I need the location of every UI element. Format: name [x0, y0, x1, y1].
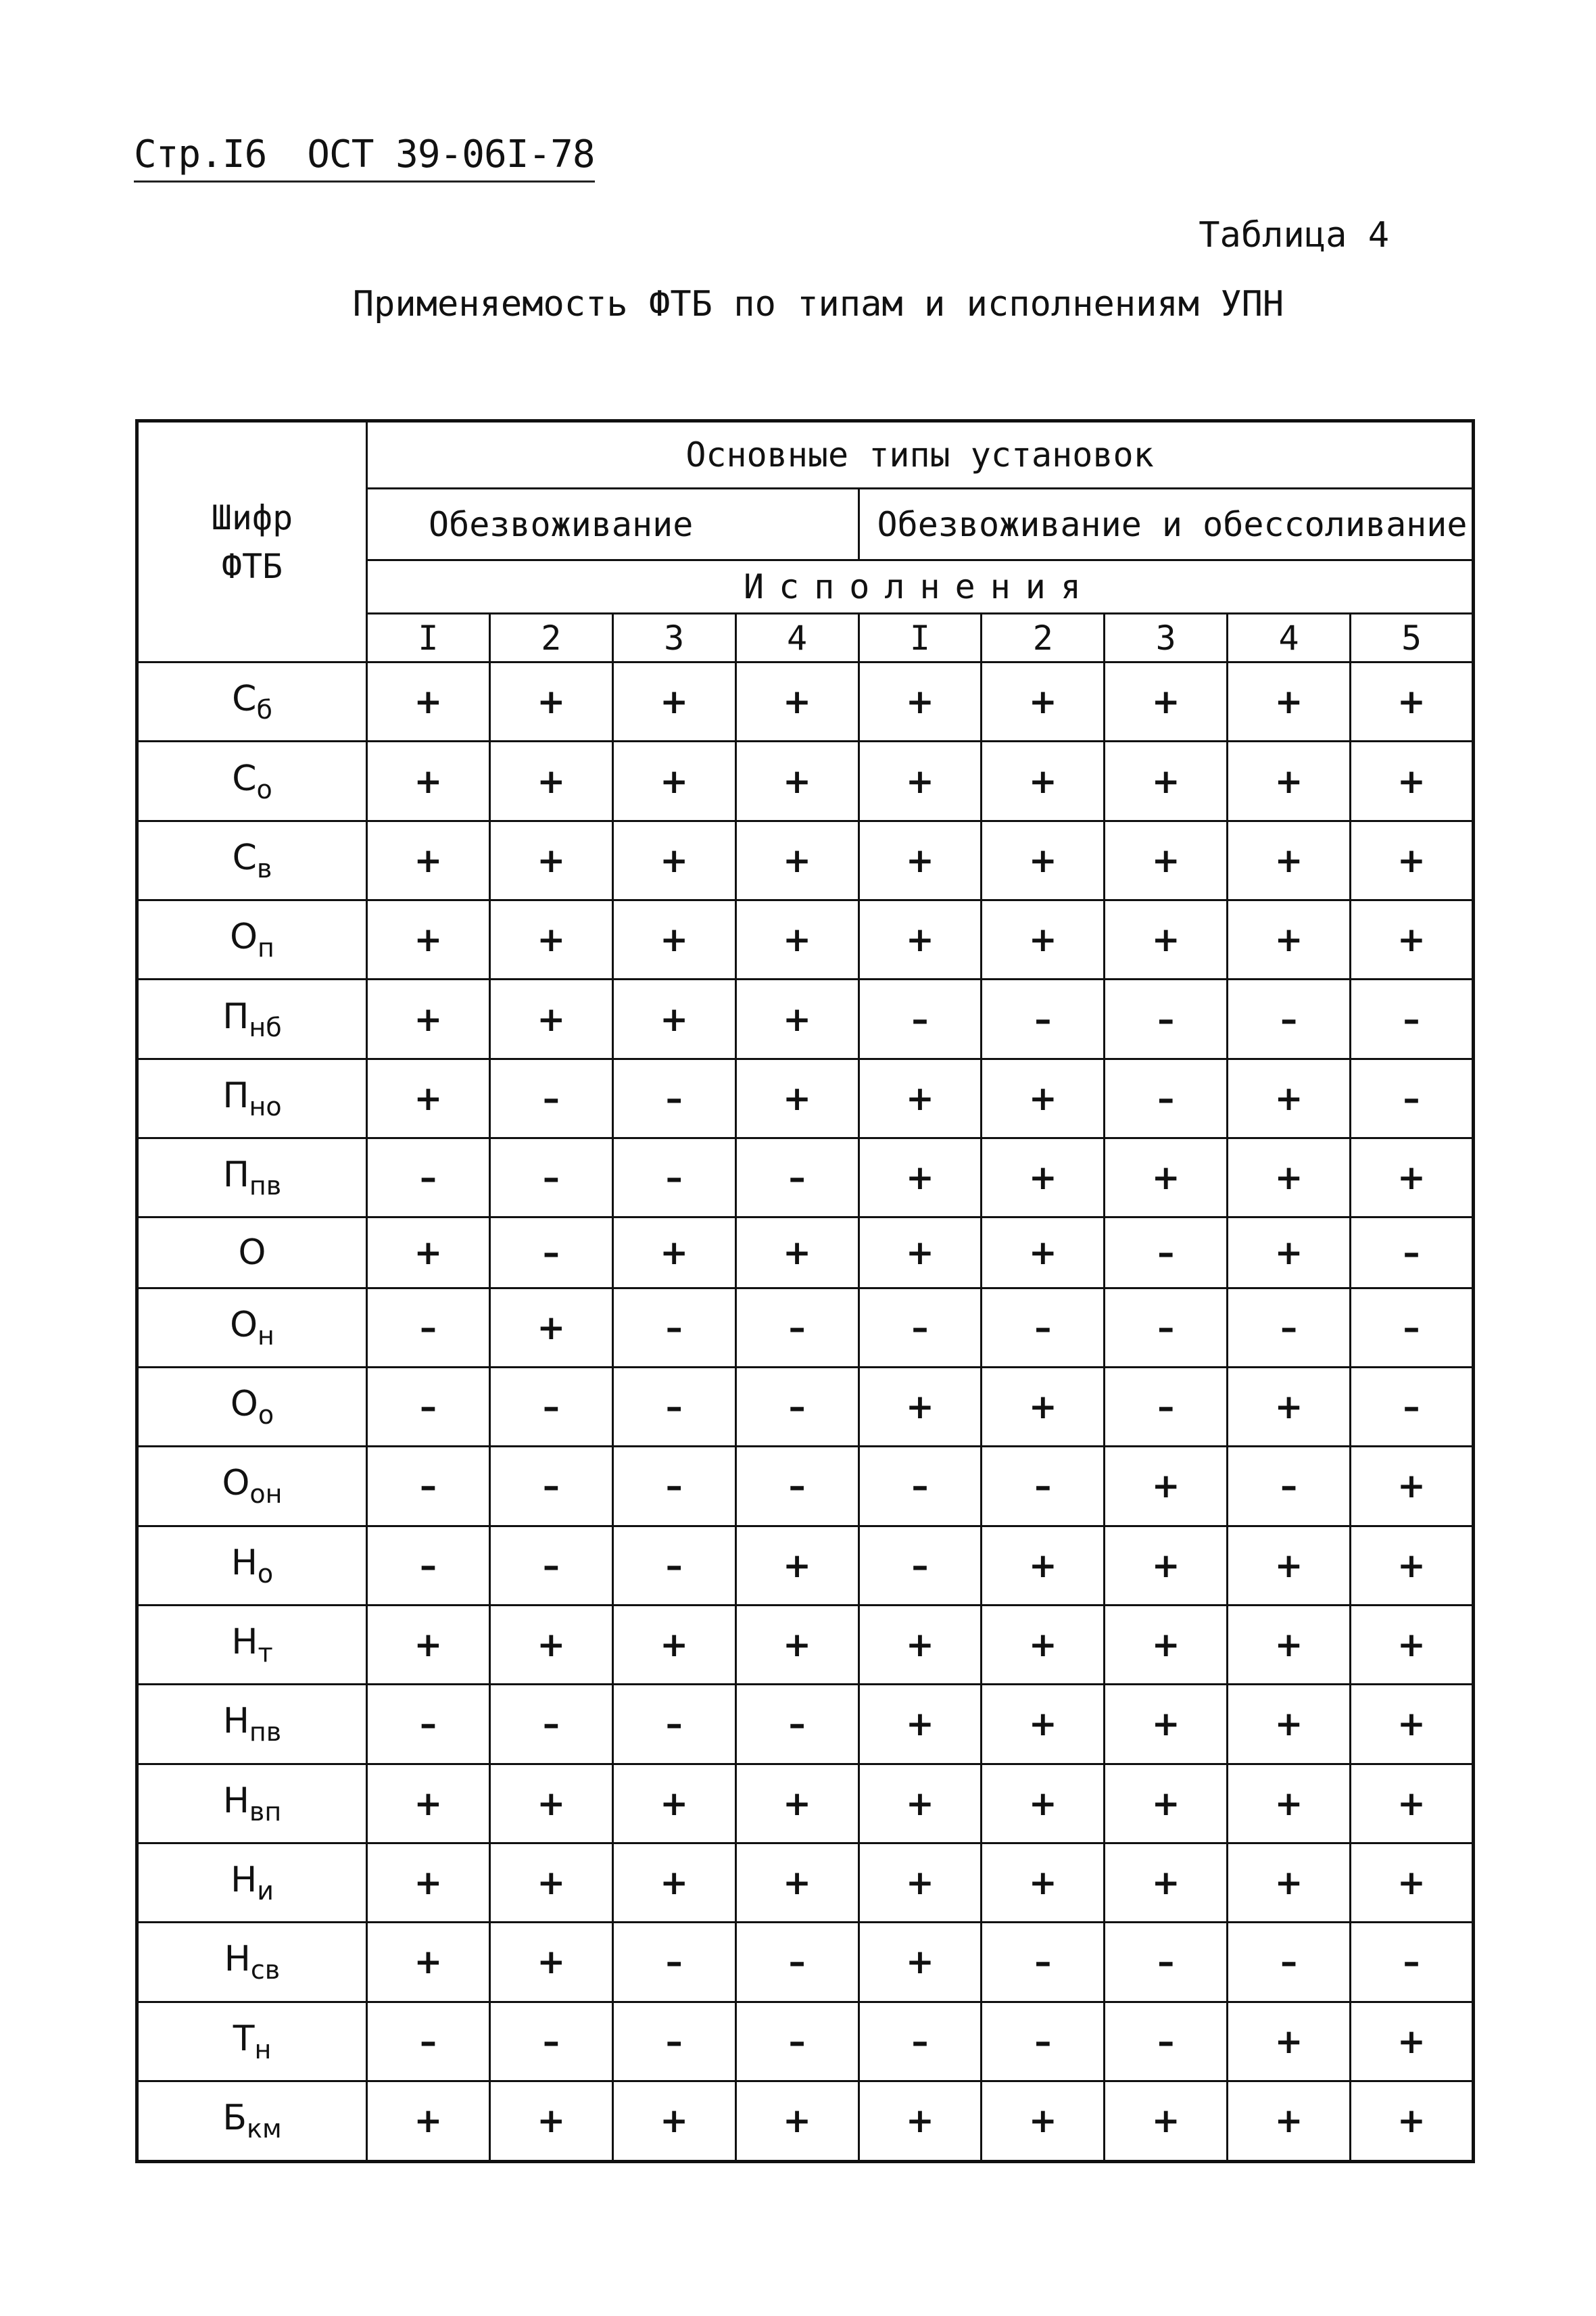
applicability-cell: + [1228, 2002, 1351, 2081]
applicability-cell: + [859, 1059, 982, 1138]
applicability-cell: – [612, 2002, 735, 2081]
cipher-base: Н [222, 1780, 249, 1821]
applicability-cell: + [367, 1059, 490, 1138]
applicability-cell: – [1351, 980, 1474, 1059]
applicability-cell: + [612, 2081, 735, 2161]
applicability-cell: + [982, 821, 1105, 900]
applicability-cell: – [612, 1923, 735, 2002]
applicability-cell: + [1228, 742, 1351, 821]
applicability-cell: + [982, 1605, 1105, 1684]
applicability-cell: – [982, 1288, 1105, 1367]
cipher-subscript: но [249, 1091, 282, 1121]
applicability-cell: – [1228, 1288, 1351, 1367]
applicability-cell: – [859, 980, 982, 1059]
cipher-cell [137, 1526, 367, 1605]
cipher-base: О [238, 1232, 266, 1273]
applicability-cell: + [859, 1605, 982, 1684]
applicability-cell: + [982, 2081, 1105, 2161]
cipher-cell [137, 1605, 367, 1684]
table-row [137, 1843, 1474, 1922]
table-body [137, 662, 1474, 2162]
applicability-cell: – [612, 1367, 735, 1446]
applicability-cell: + [1228, 1764, 1351, 1843]
cipher-base: Н [222, 1701, 249, 1742]
applicability-cell: + [367, 980, 490, 1059]
applicability-cell: + [982, 1138, 1105, 1217]
applicability-cell: + [982, 1764, 1105, 1843]
applicability-cell: – [735, 2002, 859, 2081]
applicability-cell: + [1351, 821, 1474, 900]
applicability-cell: + [1228, 1526, 1351, 1605]
applicability-cell: + [1228, 1685, 1351, 1764]
applicability-cell: + [612, 662, 735, 742]
applicability-cell: + [982, 900, 1105, 980]
applicability-cell: + [1351, 1526, 1474, 1605]
table-label: Таблица 4 [1199, 215, 1389, 256]
applicability-cell: + [735, 1764, 859, 1843]
cipher-subscript: н [258, 1320, 274, 1351]
applicability-cell: + [735, 1059, 859, 1138]
applicability-cell: – [367, 1526, 490, 1605]
applicability-cell: – [1228, 980, 1351, 1059]
cipher-cell [137, 1685, 367, 1764]
applicability-cell: + [1351, 1685, 1474, 1764]
applicability-cell: + [367, 1217, 490, 1288]
table-row [137, 2002, 1474, 2081]
applicability-cell: – [612, 1059, 735, 1138]
cipher-cell [137, 662, 367, 742]
applicability-cell: + [367, 742, 490, 821]
applicability-cell: – [1351, 1059, 1474, 1138]
applicability-cell: + [982, 1059, 1105, 1138]
applicability-cell: + [1105, 821, 1228, 900]
applicability-cell: + [859, 1843, 982, 1922]
cipher-subscript: б [256, 695, 272, 725]
cipher-subscript: о [256, 774, 272, 804]
applicability-cell: + [612, 900, 735, 980]
applicability-cell: + [1228, 1843, 1351, 1922]
cipher-base: Н [231, 1622, 258, 1663]
cipher-base: Н [224, 1939, 251, 1980]
applicability-cell: + [612, 1605, 735, 1684]
applicability-cell: – [489, 1526, 612, 1605]
applicability-cell: – [859, 1288, 982, 1367]
cipher-subscript: п [258, 933, 274, 963]
applicability-cell: – [367, 2002, 490, 2081]
applicability-cell: + [1105, 662, 1228, 742]
applicability-cell: + [1228, 1217, 1351, 1288]
applicability-cell: + [489, 1923, 612, 2002]
applicability-cell: – [1105, 1923, 1228, 2002]
applicability-cell: + [1351, 2002, 1474, 2081]
applicability-cell: + [982, 742, 1105, 821]
applicability-cell: – [612, 1447, 735, 1526]
cipher-subscript: о [258, 1400, 274, 1430]
execution-number: 4 [1228, 614, 1351, 662]
applicability-cell: + [489, 821, 612, 900]
table-row [137, 1447, 1474, 1526]
applicability-cell: + [735, 821, 859, 900]
applicability-cell: – [1105, 1367, 1228, 1446]
cipher-base: Н [231, 1542, 258, 1583]
table-row [137, 980, 1474, 1059]
cipher-subscript: т [258, 1638, 273, 1668]
cipher-cell [137, 1447, 367, 1526]
applicability-cell: – [1228, 1923, 1351, 2002]
applicability-cell: + [735, 2081, 859, 2161]
applicability-cell: + [735, 1843, 859, 1922]
cipher-cell [137, 1764, 367, 1843]
cipher-cell [137, 1923, 367, 2002]
table-row [137, 1217, 1474, 1288]
applicability-cell: – [1105, 1217, 1228, 1288]
table-caption: Применяемость ФТБ по типам и исполнениям УПН [352, 284, 1284, 324]
applicability-cell: – [859, 1447, 982, 1526]
applicability-cell: + [1228, 900, 1351, 980]
applicability-cell: + [982, 1526, 1105, 1605]
cipher-cell [137, 1288, 367, 1367]
cipher-subscript: св [250, 1955, 281, 1985]
execution-number: 3 [612, 614, 735, 662]
applicability-cell: + [489, 980, 612, 1059]
applicability-cell: + [1105, 2081, 1228, 2161]
applicability-cell: + [859, 1217, 982, 1288]
applicability-cell: + [735, 1217, 859, 1288]
applicability-cell: + [612, 1764, 735, 1843]
applicability-cell: + [367, 1923, 490, 2002]
applicability-cell: + [1228, 1059, 1351, 1138]
applicability-cell: – [489, 1217, 612, 1288]
applicability-cell: + [735, 1605, 859, 1684]
applicability-cell: + [489, 662, 612, 742]
applicability-cell: – [612, 1685, 735, 1764]
execution-number: 2 [982, 614, 1105, 662]
execution-number: 3 [1105, 614, 1228, 662]
cipher-cell [137, 1367, 367, 1446]
applicability-cell: + [1105, 1843, 1228, 1922]
cipher-subscript: нб [249, 1012, 282, 1042]
cipher-cell [137, 1843, 367, 1922]
applicability-cell: – [735, 1367, 859, 1446]
cipher-base: П [222, 1155, 249, 1196]
applicability-cell: + [735, 742, 859, 821]
cipher-cell [137, 2002, 367, 2081]
execution-number: 4 [735, 614, 859, 662]
cipher-subscript: он [249, 1479, 283, 1510]
applicability-cell: – [489, 1367, 612, 1446]
applicability-cell: – [489, 1685, 612, 1764]
cipher-subscript: в [256, 853, 272, 884]
cipher-cell [137, 980, 367, 1059]
applicability-cell: – [612, 1138, 735, 1217]
cipher-subscript: о [257, 1558, 274, 1589]
applicability-cell: + [489, 1764, 612, 1843]
applicability-cell: + [367, 821, 490, 900]
table-row [137, 1764, 1474, 1843]
applicability-cell: + [1228, 821, 1351, 900]
applicability-cell: – [367, 1685, 490, 1764]
table-row [137, 1685, 1474, 1764]
applicability-cell: – [489, 2002, 612, 2081]
applicability-cell: + [859, 900, 982, 980]
applicability-cell: – [1351, 1217, 1474, 1288]
applicability-cell: + [982, 1367, 1105, 1446]
applicability-cell: – [1105, 2002, 1228, 2081]
cipher-base: О [230, 1384, 258, 1425]
cipher-base: О [222, 1463, 250, 1504]
applicability-cell: + [1351, 1764, 1474, 1843]
applicability-cell: – [1228, 1447, 1351, 1526]
table-row [137, 1138, 1474, 1217]
execution-number: I [859, 614, 982, 662]
applicability-cell: – [367, 1138, 490, 1217]
table-row [137, 821, 1474, 900]
applicability-cell: + [367, 662, 490, 742]
execution-number: 5 [1351, 614, 1474, 662]
applicability-cell: + [1351, 1138, 1474, 1217]
applicability-cell: – [982, 980, 1105, 1059]
cipher-subscript: пв [249, 1717, 282, 1747]
page-number: Стр.I6 [134, 132, 267, 176]
applicability-cell: – [982, 1447, 1105, 1526]
table-row [137, 2081, 1474, 2161]
cipher-base: С [232, 837, 257, 878]
applicability-cell: + [367, 900, 490, 980]
applicability-cell: + [1105, 1447, 1228, 1526]
cipher-subscript: и [257, 1876, 274, 1906]
applicability-cell: + [1228, 1367, 1351, 1446]
applicability-cell: – [489, 1059, 612, 1138]
cipher-header-line2: ФТБ [221, 546, 283, 586]
applicability-cell: – [1351, 1923, 1474, 2002]
table-row [137, 900, 1474, 980]
table-row [137, 1059, 1474, 1138]
cipher-subscript: н [254, 2034, 272, 2065]
applicability-cell: – [1105, 980, 1228, 1059]
cipher-base: О [230, 1304, 258, 1345]
group-dehydration-desalting-header: Обезвоживание и обессоливание [859, 489, 1474, 560]
cipher-base: Б [222, 2098, 247, 2139]
cipher-base: Н [231, 1860, 258, 1901]
applicability-table [135, 419, 1475, 2163]
table-row [137, 1923, 1474, 2002]
applicability-cell: + [1105, 742, 1228, 821]
cipher-subscript: км [247, 2114, 282, 2144]
applicability-cell: + [367, 1764, 490, 1843]
cipher-header-line1: Шифр [211, 498, 293, 537]
group-dehydration-header: Обезвоживание [367, 489, 859, 560]
main-types-header: Основные типы установок [367, 421, 1474, 489]
table-row [137, 662, 1474, 742]
applicability-cell: + [489, 900, 612, 980]
cipher-header [137, 421, 367, 662]
applicability-cell: – [1105, 1288, 1228, 1367]
applicability-cell: – [1105, 1059, 1228, 1138]
executions-header: Исполнения [367, 560, 1474, 614]
applicability-cell: – [1351, 1288, 1474, 1367]
applicability-cell: + [1228, 2081, 1351, 2161]
applicability-cell: + [489, 2081, 612, 2161]
cipher-base: П [222, 996, 249, 1037]
applicability-cell: – [982, 1923, 1105, 2002]
applicability-cell: – [982, 2002, 1105, 2081]
applicability-cell: – [735, 1288, 859, 1367]
applicability-cell: + [859, 1764, 982, 1843]
cipher-cell [137, 1217, 367, 1288]
execution-number: 2 [489, 614, 612, 662]
page-header [134, 132, 595, 183]
applicability-cell: + [1105, 1138, 1228, 1217]
applicability-cell: – [735, 1447, 859, 1526]
applicability-cell: – [367, 1447, 490, 1526]
applicability-cell: + [1228, 662, 1351, 742]
applicability-cell: + [1105, 1685, 1228, 1764]
table-row [137, 1526, 1474, 1605]
applicability-cell: + [859, 2081, 982, 2161]
applicability-cell: + [1351, 2081, 1474, 2161]
cipher-base: С [232, 758, 257, 799]
applicability-cell: + [1351, 1605, 1474, 1684]
cipher-subscript: вп [249, 1796, 282, 1827]
table-row [137, 1367, 1474, 1446]
applicability-cell: – [367, 1288, 490, 1367]
applicability-cell: + [859, 742, 982, 821]
cipher-base: О [230, 917, 258, 958]
standard-code: ОСТ 39-06I-78 [307, 132, 595, 176]
cipher-base: П [222, 1075, 249, 1116]
applicability-cell: – [367, 1367, 490, 1446]
applicability-cell: + [859, 1685, 982, 1764]
applicability-cell: – [735, 1685, 859, 1764]
cipher-subscript: пв [249, 1171, 282, 1201]
applicability-cell: + [612, 1217, 735, 1288]
applicability-cell: + [489, 1288, 612, 1367]
cipher-base: С [232, 679, 257, 720]
applicability-cell: + [735, 1526, 859, 1605]
applicability-cell: – [612, 1526, 735, 1605]
applicability-cell: + [1351, 662, 1474, 742]
applicability-cell: + [735, 900, 859, 980]
applicability-cell: + [1105, 1605, 1228, 1684]
applicability-cell: + [859, 821, 982, 900]
applicability-cell: + [367, 2081, 490, 2161]
applicability-cell: + [612, 742, 735, 821]
applicability-cell: – [859, 1526, 982, 1605]
applicability-cell: – [859, 2002, 982, 2081]
applicability-cell: + [982, 1685, 1105, 1764]
cipher-cell [137, 821, 367, 900]
applicability-cell: + [859, 1138, 982, 1217]
applicability-cell: – [489, 1447, 612, 1526]
applicability-cell: + [1351, 1447, 1474, 1526]
cipher-cell [137, 900, 367, 980]
applicability-cell: + [735, 980, 859, 1059]
applicability-cell: + [367, 1843, 490, 1922]
applicability-cell: + [612, 821, 735, 900]
cipher-base: Т [233, 2018, 255, 2059]
applicability-cell: + [1351, 900, 1474, 980]
applicability-cell: + [859, 662, 982, 742]
applicability-cell: + [735, 662, 859, 742]
applicability-cell: + [982, 662, 1105, 742]
table-row [137, 1605, 1474, 1684]
applicability-cell: + [982, 1843, 1105, 1922]
table-row [137, 1288, 1474, 1367]
applicability-cell: + [859, 1367, 982, 1446]
applicability-cell: + [1105, 900, 1228, 980]
applicability-cell: + [367, 1605, 490, 1684]
table-row [137, 742, 1474, 821]
applicability-cell: + [1228, 1605, 1351, 1684]
applicability-cell: + [982, 1217, 1105, 1288]
applicability-cell: + [1105, 1526, 1228, 1605]
applicability-cell: + [1351, 742, 1474, 821]
applicability-cell: – [1351, 1367, 1474, 1446]
execution-number: I [367, 614, 490, 662]
applicability-cell: + [859, 1923, 982, 2002]
applicability-cell: + [489, 1843, 612, 1922]
applicability-cell: – [489, 1138, 612, 1217]
applicability-cell: – [612, 1288, 735, 1367]
applicability-cell: + [612, 1843, 735, 1922]
cipher-cell [137, 2081, 367, 2161]
applicability-cell: + [1351, 1843, 1474, 1922]
cipher-cell [137, 742, 367, 821]
applicability-cell: – [735, 1138, 859, 1217]
applicability-cell: + [1105, 1764, 1228, 1843]
applicability-cell: + [612, 980, 735, 1059]
applicability-cell: + [489, 1605, 612, 1684]
cipher-cell [137, 1138, 367, 1217]
applicability-cell: + [1228, 1138, 1351, 1217]
applicability-cell: – [735, 1923, 859, 2002]
applicability-cell: + [489, 742, 612, 821]
cipher-cell [137, 1059, 367, 1138]
